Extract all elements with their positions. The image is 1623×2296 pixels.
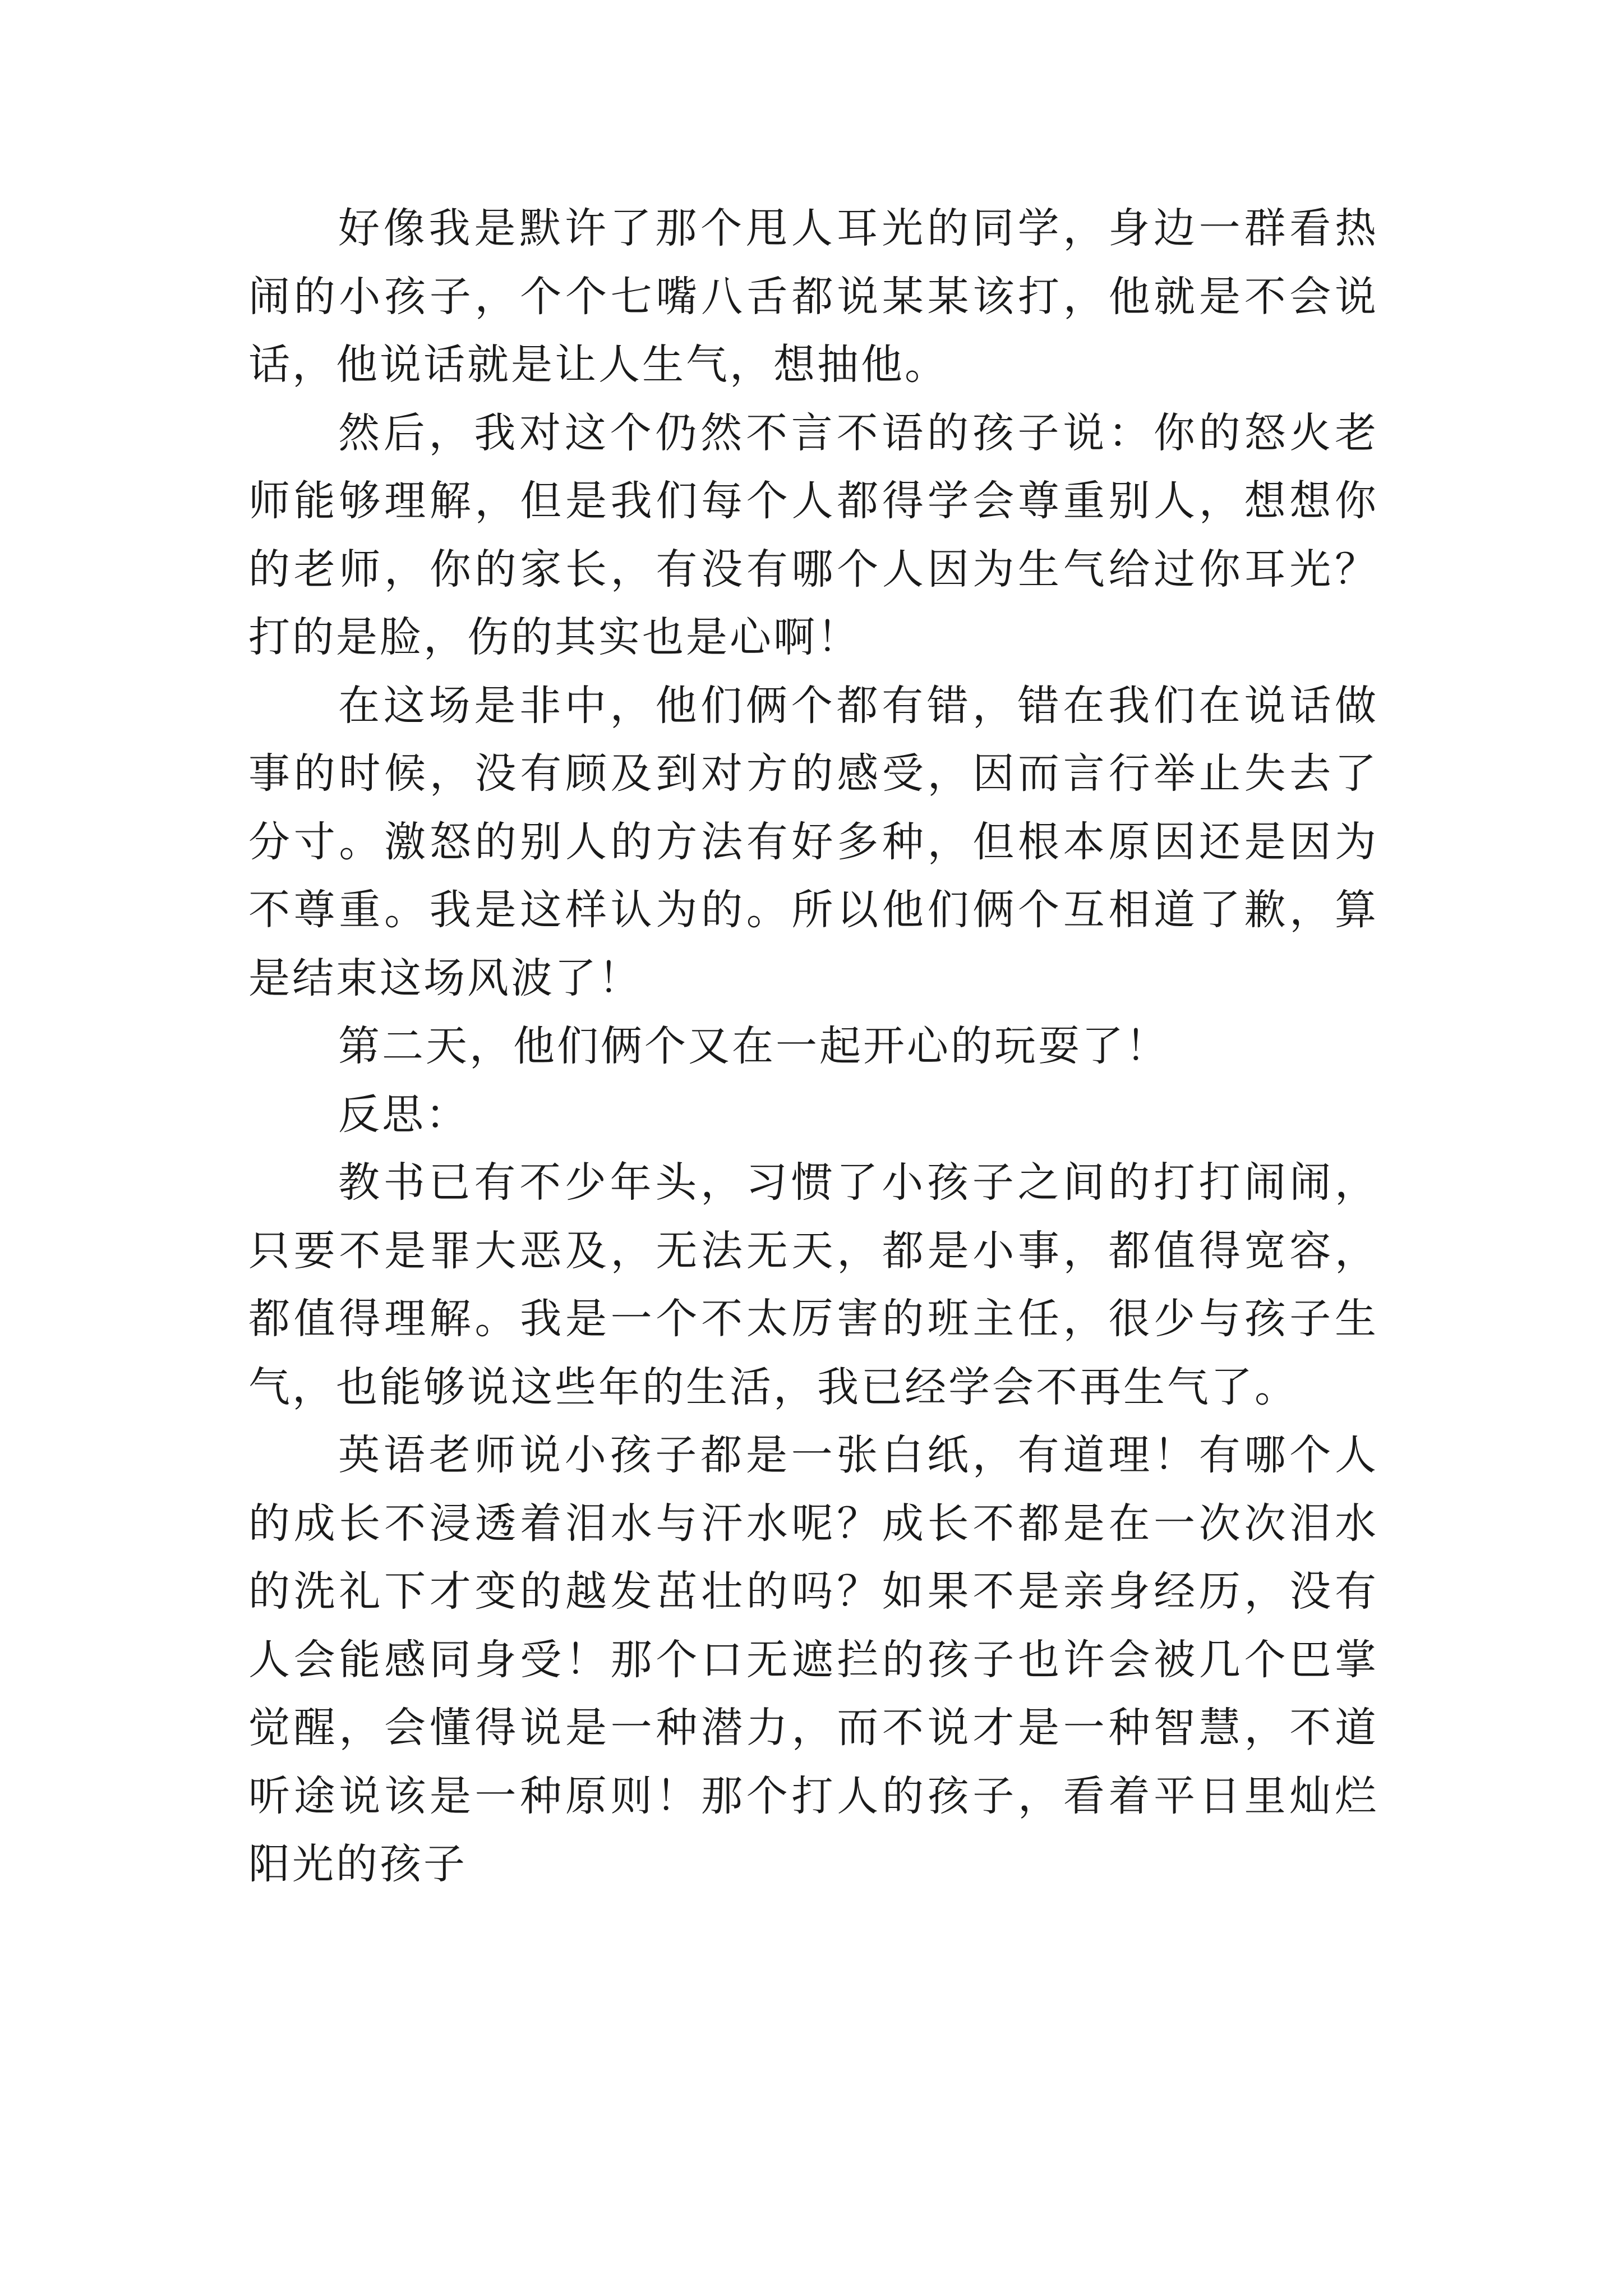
paragraph-1: 好像我是默许了那个甩人耳光的同学，身边一群看热闹的小孩子，个个七嘴八舌都说某某该打，他就是不会说话，他说话就是让人生气，想抽他。 bbox=[248, 204, 1378, 389]
document-body bbox=[248, 195, 1378, 1899]
paragraph-2: 然后，我对这个仍然不言不语的孩子说：你的怒火老师能够理解，但是我们每个人都得学会尊重别人，想想你的老师，你的家长，有没有哪个人因为生气给过你耳光？打的是脸，伤的其实也是心啊！ bbox=[248, 408, 1378, 661]
paragraph-6: 教书已有不少年头，习惯了小孩子之间的打打闹闹，只要不是罪大恶及，无法无天，都是小事，都值得宽容，都值得理解。我是一个不太厉害的班主任，很少与孩子生气，也能够说这些年的生活，我已经学会不再生气了。 bbox=[248, 1158, 1378, 1411]
paragraph-4: 第二天，他们俩个又在一起开心的玩耍了！ bbox=[338, 1022, 1169, 1070]
paragraph-3: 在这场是非中，他们俩个都有错，错在我们在说话做事的时候，没有顾及到对方的感受，因而言行举止失去了分寸。激怒的别人的方法有好多种，但根本原因还是因为不尊重。我是这样认为的。所以他们俩个互相道了歉，算是结束这场风波了！ bbox=[248, 681, 1378, 1002]
paragraph-7: 英语老师说小孩子都是一张白纸，有道理！有哪个人的成长不浸透着泪水与汗水呢？成长不都是在一次次泪水的洗礼下才变的越发茁壮的吗？如果不是亲身经历，没有人会能感同身受！那个口无遮拦的孩子也许会被几个巴掌觉醒，会懂得说是一种潜力，而不说才是一种智慧，不道听途说该是一种原则！那个打人的孩子，看着平日里灿烂阳光的孩子 bbox=[248, 1431, 1378, 1888]
paragraph-5-heading: 反思： bbox=[338, 1090, 469, 1139]
